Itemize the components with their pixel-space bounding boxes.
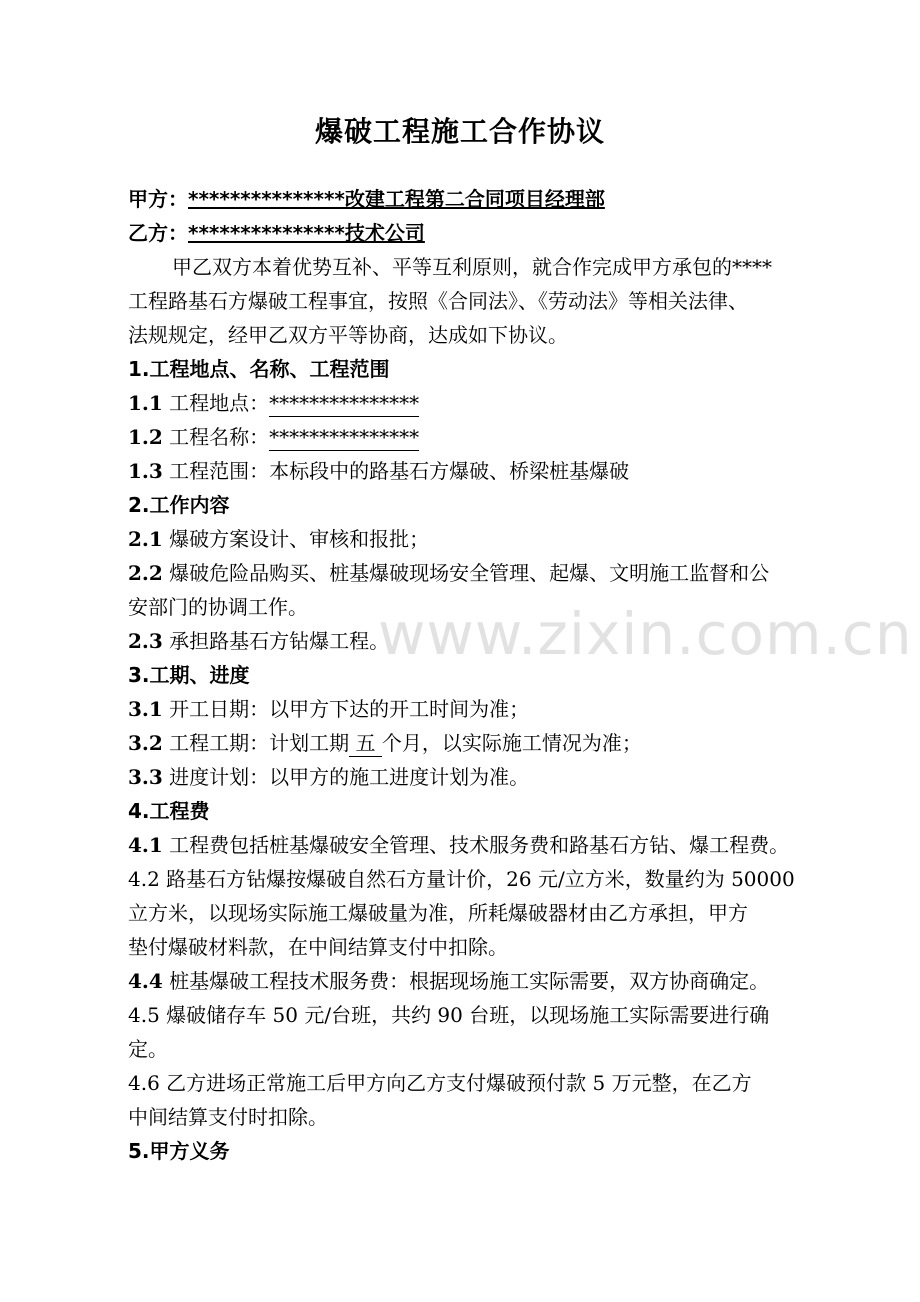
document-title: 爆破工程施工合作协议 [314, 115, 605, 148]
document-body [128, 182, 804, 1168]
item-text: 个月，以实际施工情况为准； [381, 731, 642, 755]
item-text: 承担路基石方钻爆工程。 [162, 629, 390, 653]
section-2-2-cont: 安部门的协调工作。 [128, 595, 308, 619]
party-b-value: ***************技术公司 [188, 221, 425, 245]
section-4-5-line-2: 定。 [128, 1037, 168, 1061]
item-number: 1.2 [128, 425, 163, 449]
item-number: 1.3 [128, 459, 163, 483]
item-label: 工程名称： [162, 425, 270, 449]
item-number: 4.4 [128, 969, 163, 993]
party-b-line [128, 216, 804, 250]
party-b-label: 乙方： [128, 221, 188, 245]
item-text: 工程范围：本标段中的路基石方爆破、桥梁桩基爆破 [162, 459, 630, 483]
item-text: 开工日期：以甲方下达的开工时间为准； [162, 697, 530, 721]
item-number: 2.1 [128, 527, 163, 551]
section-4-6-line-1: 4.6 乙方进场正常施工后甲方向乙方支付爆破预付款 5 万元整，在乙方 [128, 1071, 752, 1095]
section-2-2 [128, 556, 804, 590]
intro-line-2: 工程路基石方爆破工程事宜，按照《合同法》、《劳动法》等相关法律、 [128, 289, 748, 313]
item-value: *************** [269, 425, 420, 449]
section-4-heading: 4.工程费 [128, 799, 210, 823]
section-4-2-line-3: 垫付爆破材料款，在中间结算支付中扣除。 [128, 935, 508, 959]
section-1-heading: 1.工程地点、名称、工程范围 [128, 357, 390, 381]
item-number: 3.1 [128, 697, 163, 721]
item-number: 3.3 [128, 765, 163, 789]
section-4-2-line-2: 立方米，以现场实际施工爆破量为准，所耗爆破器材由乙方承担，甲方 [128, 901, 748, 925]
party-a-line [128, 182, 804, 216]
watermark: www.zixin.com.cn [378, 600, 913, 668]
item-text: 工程费包括桩基爆破安全管理、技术服务费和路基石方钻、爆工程费。 [162, 833, 790, 857]
item-number: 2.2 [128, 561, 163, 585]
item-text: 爆破方案设计、审核和报批； [162, 527, 430, 551]
item-text: 工程工期：计划工期 [162, 731, 350, 755]
section-4-6-line-2: 中间结算支付时扣除。 [128, 1105, 328, 1129]
item-number: 1.1 [128, 391, 163, 415]
section-4-5-line-1: 4.5 爆破储存车 50 元/台班，共约 90 台班，以现场施工实际需要进行确 [128, 1003, 770, 1027]
item-number: 3.2 [128, 731, 163, 755]
party-a-value: ***************改建工程第二合同项目经理部 [188, 187, 605, 211]
item-value: *************** [269, 391, 420, 415]
item-text: 进度计划：以甲方的施工进度计划为准。 [162, 765, 530, 789]
section-1-3 [128, 454, 804, 488]
section-3-3 [128, 760, 804, 794]
section-3-1 [128, 692, 804, 726]
item-label: 工程地点： [162, 391, 270, 415]
section-4-4 [128, 964, 804, 998]
section-1-1 [128, 386, 804, 420]
section-3-2 [128, 726, 804, 760]
item-text: 桩基爆破工程技术服务费：根据现场施工实际需要，双方协商确定。 [162, 969, 770, 993]
section-3-heading: 3.工期、进度 [128, 663, 250, 687]
section-4-2-line-1: 4.2 路基石方钻爆按爆破自然石方量计价，26 元/立方米，数量约为 50000 [128, 867, 795, 891]
party-a-label: 甲方： [128, 187, 188, 211]
section-2-heading: 2.工作内容 [128, 493, 230, 517]
item-number: 4.1 [128, 833, 163, 857]
section-2-3 [128, 624, 804, 658]
item-text: 爆破危险品购买、桩基爆破现场安全管理、起爆、文明施工监督和公 [162, 561, 770, 585]
intro-line-3: 法规规定，经甲乙双方平等协商，达成如下协议。 [128, 323, 568, 347]
intro-line-1: 甲乙双方本着优势互补、平等互利原则，就合作完成甲方承包的**** [172, 255, 772, 279]
section-4-1 [128, 828, 804, 862]
section-2-1 [128, 522, 804, 556]
section-5-heading: 5.甲方义务 [128, 1139, 230, 1163]
item-number: 2.3 [128, 629, 163, 653]
section-1-2 [128, 420, 804, 454]
duration-value: 五 [349, 731, 382, 755]
